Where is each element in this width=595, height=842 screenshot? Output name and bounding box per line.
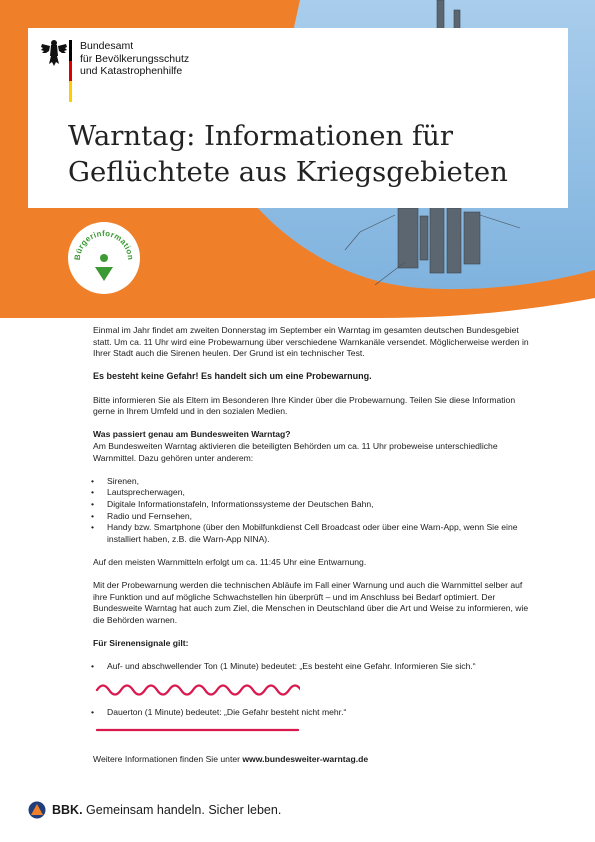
list-item: • Sirenen, (93, 476, 538, 488)
intro-paragraph: Einmal im Jahr findet am zweiten Donnerstag im September ein Warntag im gesamten deutschen Bundesgebiet statt. Um ca. 11 Uhr wird eine Probewarnung über verschiedene Warnkanäle versendet. Möglicherweise werden in Ihrer Stadt auch die Sirenen heulen. Der Grund ist ein technischer Test. (93, 325, 529, 359)
org-line-1: Bundesamt (80, 40, 134, 52)
bbk-emblem-icon (28, 801, 46, 819)
more-info-line (93, 754, 538, 766)
list-item: • Radio und Fernsehen, (93, 511, 538, 523)
what-paragraph: Am Bundesweiten Warntag aktivieren die beteiligten Behörden um ca. 11 Uhr probeweise unterschiedliche Warnmittel. Dazu gehören unter anderem: (93, 440, 498, 463)
warning-channels-list (93, 476, 538, 546)
siren-signals-list (93, 661, 538, 673)
title-line-2: Geflüchtete aus Kriegsgebieten (68, 156, 508, 188)
no-danger-notice: Es besteht keine Gefahr! Es handelt sich um eine Probewarnung. (93, 371, 372, 382)
info-arrow-icon (95, 267, 113, 281)
list-item: • Handy bzw. Smartphone (über den Mobilfunkdienst Cell Broadcast oder über eine Warn-App, wenn Sie eine installiert haben, z.B. die Warn-App NINA). (93, 522, 538, 545)
footer (28, 800, 281, 820)
list-item: • Digitale Informationstafeln, Informationssysteme der Deutschen Bahn, (93, 499, 538, 511)
main-content (93, 325, 538, 766)
siren-signals-list-2 (93, 707, 538, 719)
buergerinformation-badge (68, 222, 140, 294)
title-line-1: Warntag: Informationen für (68, 120, 453, 152)
list-item: • Lautsprecherwagen, (93, 487, 538, 499)
federal-eagle-icon (40, 38, 68, 68)
more-info-link[interactable]: www.bundesweiter-warntag.de (242, 754, 369, 765)
page-title (68, 118, 508, 190)
german-flag-stripe (69, 40, 72, 102)
what-heading: Was passiert genau am Bundesweiten Warntag? (93, 429, 291, 440)
footer-slogan-text: Gemeinsam handeln. Sicher leben. (82, 803, 282, 817)
rising-falling-wave-icon (95, 679, 300, 701)
sirens-heading: Für Sirenensignale gilt: (93, 638, 189, 649)
siren-steady-item: • Dauerton (1 Minute) bedeutet: „Die Gefahr besteht nicht mehr.“ (93, 707, 538, 719)
org-line-2: für Bevölkerungsschutz (80, 52, 190, 65)
all-clear-paragraph: Auf den meisten Warnmitteln erfolgt um ca. 11:45 Uhr eine Entwarnung. (93, 556, 367, 567)
org-line-3: und Katastrophenhilfe (80, 65, 183, 77)
footer-brand: BBK. (52, 803, 83, 817)
parents-paragraph: Bitte informieren Sie als Eltern im Besonderen Ihre Kinder über die Probewarnung. Teilen Sie diese Information gerne in Ihrem Umfeld und in den sozialen Medien. (93, 394, 516, 417)
purpose-paragraph: Mit der Probewarnung werden die technischen Abläufe im Fall einer Warnung und auch die Warnmittel selber auf ihre Funktion und auf mögliche Schwachstellen hin überprüft – und im Anschluss bei Bedarf optimiert. Der Bundesweite Warntag hat auch zum Ziel, die Menschen in Deutschland über die Art und Weise zu informieren, wie die Behörden warnen. (93, 580, 529, 625)
info-dot-icon (100, 254, 108, 262)
organization-name (80, 40, 189, 78)
more-info-prefix: Weitere Informationen finden Sie unter (93, 754, 243, 765)
bbk-logo (40, 38, 240, 108)
badge-text: Bürgerinformation (72, 228, 136, 261)
badge-graphic (68, 222, 140, 294)
footer-slogan (52, 803, 281, 817)
siren-rising-item: • Auf- und abschwellender Ton (1 Minute) bedeutet: „Es besteht eine Gefahr. Informieren Sie sich.“ (93, 661, 538, 673)
hero-banner (0, 0, 595, 318)
